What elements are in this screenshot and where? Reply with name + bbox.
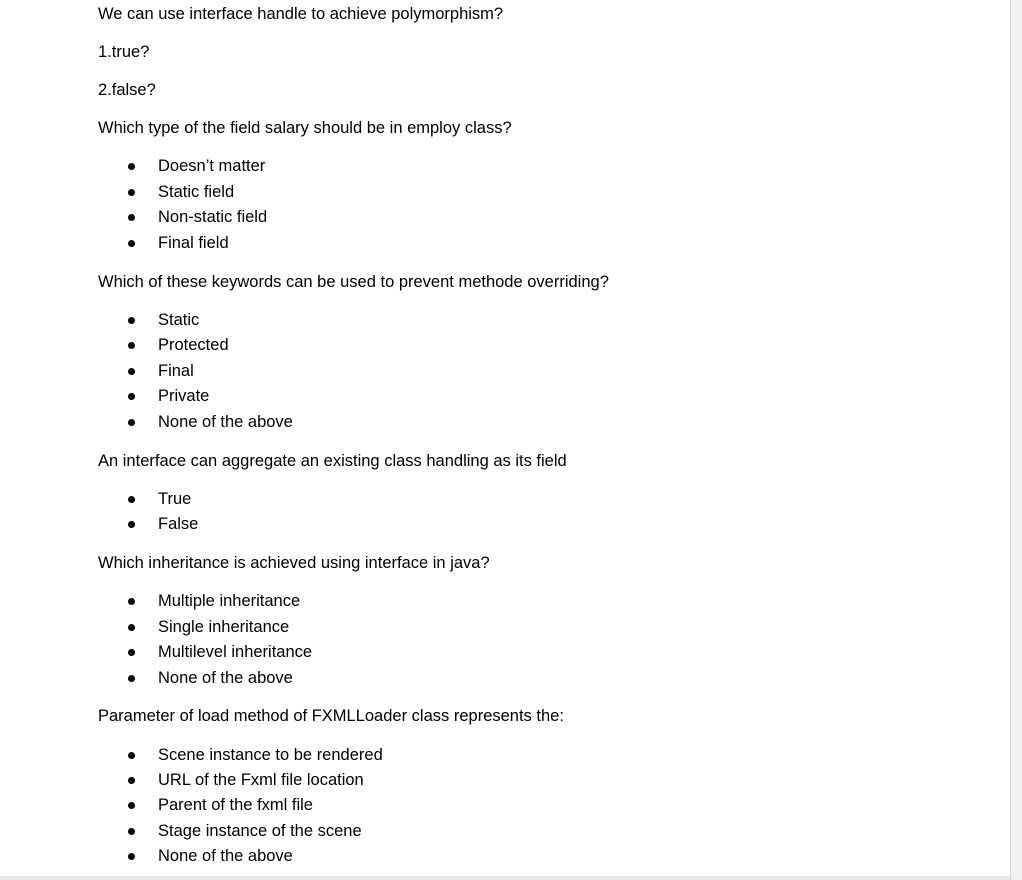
question-2-option-2: Static field (158, 183, 235, 201)
bullet-icon (128, 419, 135, 426)
question-4-option-2: False (158, 515, 199, 533)
question-2-option-3: Non-static field (158, 208, 268, 226)
bullet-icon (128, 624, 135, 631)
question-5-option-4: None of the above (158, 669, 293, 687)
bullet-icon (128, 598, 135, 605)
bullet-icon (128, 189, 135, 196)
bullet-icon (128, 649, 135, 656)
question-3-option-4: Private (158, 387, 210, 405)
question-1-choice-1: 1.true? (98, 43, 150, 61)
bullet-icon (128, 342, 135, 349)
bullet-icon (128, 752, 135, 759)
bullet-icon (128, 802, 135, 809)
bullet-icon (128, 521, 135, 528)
question-2-text: Which type of the field salary should be in employ class? (98, 119, 512, 137)
question-3-option-1: Static (158, 311, 200, 329)
question-2-option-1: Doesn’t matter (158, 157, 266, 175)
question-5-option-3: Multilevel inheritance (158, 643, 313, 661)
question-6-option-3: Parent of the fxml file (158, 796, 313, 814)
question-3-option-5: None of the above (158, 413, 293, 431)
question-3-text: Which of these keywords can be used to prevent methode overriding? (98, 273, 609, 291)
question-2-option-4: Final field (158, 234, 229, 252)
question-6-text: Parameter of load method of FXMLLoader class represents the: (98, 707, 564, 725)
question-4-option-1: True (158, 490, 192, 508)
viewer-scroll-gutter[interactable] (1010, 0, 1022, 880)
question-3-option-3: Final (158, 362, 194, 380)
question-5-option-1: Multiple inheritance (158, 592, 301, 610)
bullet-icon (128, 240, 135, 247)
question-6-option-4: Stage instance of the scene (158, 822, 362, 840)
question-4-text: An interface can aggregate an existing class handling as its field (98, 452, 567, 470)
bullet-icon (128, 853, 135, 860)
page-bottom-edge (0, 876, 1010, 880)
bullet-icon (128, 163, 135, 170)
bullet-icon (128, 777, 135, 784)
question-5-option-2: Single inheritance (158, 618, 290, 636)
bullet-icon (128, 368, 135, 375)
question-6-option-1: Scene instance to be rendered (158, 746, 383, 764)
bullet-icon (128, 393, 135, 400)
bullet-icon (128, 675, 135, 682)
question-6-option-5: None of the above (158, 847, 293, 865)
question-6-option-2: URL of the Fxml file location (158, 771, 364, 789)
question-3-option-2: Protected (158, 336, 229, 354)
bullet-icon (128, 496, 135, 503)
question-1-text: We can use interface handle to achieve polymorphism? (98, 5, 504, 23)
question-1-choice-2: 2.false? (98, 81, 156, 99)
bullet-icon (128, 317, 135, 324)
bullet-icon (128, 828, 135, 835)
bullet-icon (128, 214, 135, 221)
question-5-text: Which inheritance is achieved using interface in java? (98, 554, 490, 572)
